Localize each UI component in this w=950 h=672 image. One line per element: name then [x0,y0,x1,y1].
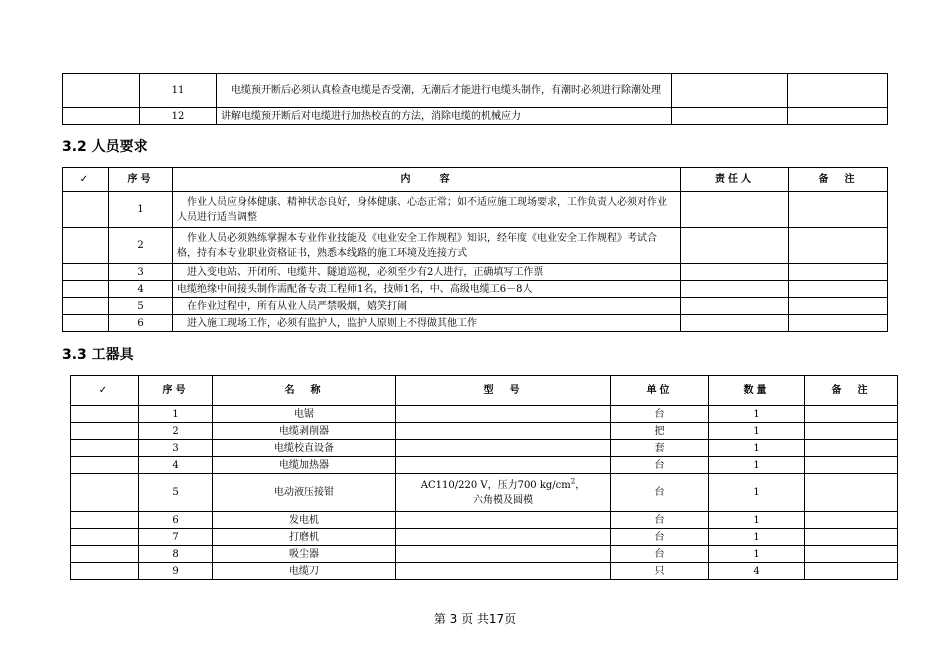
personnel-table [62,167,888,332]
num-header: 序号 [139,376,213,406]
check-header: ✓ [71,376,139,406]
table-row [71,457,898,474]
row-num: 12 [140,108,217,125]
row-name: 电缆校直设备 [213,440,396,457]
row-num: 4 [109,281,173,298]
row-name: 打磨机 [213,529,396,546]
table-row [71,423,898,440]
row-model [396,512,611,529]
row-qty: 1 [709,546,805,563]
row-qty: 1 [709,440,805,457]
row-num: 1 [109,192,173,228]
model-text: AC110/220 V，压力700 kg/cm [420,479,571,491]
table-row [63,192,888,228]
row-name: 电缆剥削器 [213,423,396,440]
check-cell [63,74,140,108]
content-header: 内 容 [173,168,681,192]
tools-table [70,375,898,580]
header-row [71,376,898,406]
top-table [62,73,888,125]
table-row [63,228,888,264]
table-row [63,298,888,315]
row-model [396,440,611,457]
header-row [63,168,888,192]
table-row [71,563,898,580]
row-num: 9 [139,563,213,580]
check-header: ✓ [63,168,109,192]
row-num: 4 [139,457,213,474]
table-row [71,512,898,529]
row-content: 作业人员应身体健康、精神状态良好，身体健康、心态正常；如不适应施工现场要求，工作负责人必须对作业人员进行适当调整 [173,192,681,228]
row-name: 电缆加热器 [213,457,396,474]
row-name: 吸尘器 [213,546,396,563]
row-unit: 台 [611,512,709,529]
row-num: 2 [109,228,173,264]
row-qty: 1 [709,457,805,474]
row-model [396,546,611,563]
row-num: 5 [139,474,213,512]
table-row [71,440,898,457]
row-qty: 1 [709,529,805,546]
row-num: 3 [139,440,213,457]
row-unit: 把 [611,423,709,440]
note-header: 备 注 [805,376,898,406]
row-model [396,457,611,474]
table-row [63,315,888,332]
table-row [71,406,898,423]
row-unit: 只 [611,563,709,580]
row-num: 3 [109,264,173,281]
row-num: 1 [139,406,213,423]
row-name: 电动液压接钳 [213,474,396,512]
row-content: 作业人员必须熟练掌握本专业作业技能及《电业安全工作规程》知识，经年度《电业安全工作规程》考试合格，持有本专业职业资格证书，熟悉本线路的施工环境及连接方式 [173,228,681,264]
row-content: 讲解电缆预开断后对电缆进行加热校直的方法，消除电缆的机械应力 [217,108,672,125]
table-row [71,529,898,546]
row-content: 电缆绝缘中间接头制作需配备专责工程师1名，技师1名，中、高级电缆工6－8人 [173,281,681,298]
row-content: 进入变电站、开闭所、电缆井、隧道巡视，必须至少有2人进行，正确填写工作票 [173,264,681,281]
row-name: 发电机 [213,512,396,529]
note-header: 备 注 [789,168,888,192]
row-content: 电缆预开断后必须认真检查电缆是否受潮，无潮后才能进行电缆头制作，有潮时必须进行除潮处理 [217,74,672,108]
row-unit: 台 [611,529,709,546]
row-unit: 套 [611,440,709,457]
section-title-tools: 3.3 工器具 [62,347,134,363]
model-sup: 2 [570,477,576,486]
row-unit: 台 [611,406,709,423]
table-row [63,281,888,298]
table-row [71,474,898,512]
table-row [63,108,888,125]
row-num: 8 [139,546,213,563]
page-footer: 第 3 页 共17页 [433,612,517,626]
table-row [63,264,888,281]
qty-header: 数量 [709,376,805,406]
row-unit: 台 [611,474,709,512]
row-num: 7 [139,529,213,546]
unit-header: 单位 [611,376,709,406]
row-name: 电缆刀 [213,563,396,580]
section-title-personnel: 3.2 人员要求 [62,139,148,155]
row-model [396,406,611,423]
model-text-2: 六角模及圆模 [473,494,533,506]
row-model [396,474,611,512]
row-qty: 1 [709,474,805,512]
model-text-end: ， [575,479,586,491]
row-content: 在作业过程中，所有从业人员严禁吸烟，嬉笑打闹 [173,298,681,315]
row-qty: 1 [709,512,805,529]
row-name: 电锯 [213,406,396,423]
row-num: 11 [140,74,217,108]
row-num: 6 [139,512,213,529]
row-unit: 台 [611,546,709,563]
row-num: 6 [109,315,173,332]
row-qty: 1 [709,406,805,423]
name-header: 名 称 [213,376,396,406]
row-qty: 4 [709,563,805,580]
num-header: 序号 [109,168,173,192]
row-unit: 台 [611,457,709,474]
row-model [396,423,611,440]
row-num: 2 [139,423,213,440]
note-cell [788,74,888,108]
table-row [71,546,898,563]
row-qty: 1 [709,423,805,440]
resp-cell [672,74,788,108]
model-header: 型 号 [396,376,611,406]
table-row [63,74,888,108]
row-model [396,529,611,546]
row-num: 5 [109,298,173,315]
resp-cell [672,108,788,125]
note-cell [788,108,888,125]
row-model [396,563,611,580]
check-cell [63,108,140,125]
row-content: 进入施工现场工作，必须有监护人，监护人原则上不得做其他工作 [173,315,681,332]
resp-header: 责任人 [681,168,789,192]
